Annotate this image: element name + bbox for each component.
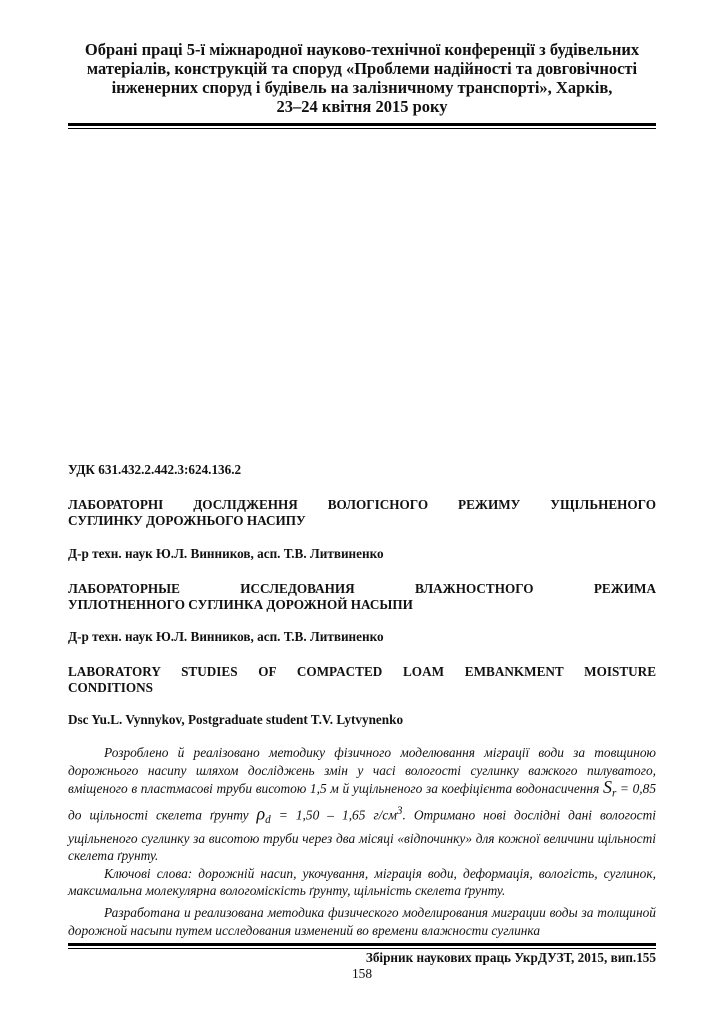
title-russian [68, 581, 656, 613]
footer-rule-thin [68, 948, 656, 949]
conference-header [68, 40, 656, 116]
journal-footer: Збірник наукових праць УкрДУЗТ, 2015, вип.155 [365, 950, 656, 965]
cubic-superscript: 3 [396, 805, 403, 818]
footer-rule-thick [68, 943, 656, 946]
header-line-1: Обрані праці 5-ї міжнародної науково-технічної конференції з будівельних [84, 40, 640, 59]
header-line-2: матеріалів, конструкцій та споруд «Проблеми надійності та довговічності [86, 59, 638, 78]
sr-subscript: r [611, 787, 617, 800]
title-english [68, 664, 656, 696]
title-en-line-2: CONDITIONS [68, 680, 154, 695]
page-number: 158 [351, 966, 373, 981]
equals-sign-1: = [616, 781, 633, 796]
abstract-ukrainian [68, 744, 656, 900]
abstract-ua-text-b: 0,85 до щільності скелета ґрунту [68, 781, 657, 823]
equals-sign-2: = [270, 807, 296, 823]
udk-code: УДК 631.432.2.442.3:624.136.2 [68, 462, 242, 477]
title-ukrainian [68, 497, 656, 529]
header-line-3: інженерних споруд і будівель на залізничному транспорті», Харків, [111, 78, 613, 97]
header-rule-thin [68, 128, 656, 129]
keywords-ukrainian: Ключові слова: дорожній насип, укочування, міграція води, деформація, вологість, суглинок, максимальна молекулярна вологоміскість ґрунту, щільність скелета ґрунту. [68, 865, 656, 899]
title-ru-line-2: УПЛОТНЕННОГО СУГЛИНКА ДОРОЖНОЙ НАСЫПИ [68, 597, 413, 612]
title-ua-line-2: СУГЛИНКУ ДОРОЖНЬОГО НАСИПУ [68, 513, 306, 528]
title-ua-line-1: ЛАБОРАТОРНІ ДОСЛІДЖЕННЯ ВОЛОГІСНОГО РЕЖИМУ УЩІЛЬНЕНОГО [68, 497, 656, 512]
rho-symbol: ρ [256, 803, 266, 824]
abstract-russian [68, 904, 656, 939]
authors-russian: Д-р техн. наук Ю.Л. Винников, асп. Т.В. Литвиненко [68, 629, 384, 644]
sr-symbol: S [602, 777, 612, 797]
title-en-line-1: LABORATORY STUDIES OF COMPACTED LOAM EMBANKMENT MOISTURE [68, 664, 656, 679]
abstract-ua-paragraph [68, 744, 656, 865]
authors-english: Dsc Yu.L. Vynnykov, Postgraduate student T.V. Lytvynenko [68, 712, 404, 727]
authors-ukrainian: Д-р техн. наук Ю.Л. Винников, асп. Т.В. Литвиненко [68, 546, 384, 561]
header-line-4: 23–24 квітня 2015 року [276, 97, 448, 116]
abstract-ua-text-a: Розроблено й реалізовано методику фізичного моделювання міграції води за товщиною дорожнього насипу шляхом досліджень змін у часі вологості суглинку важкого пилуватого, вміщеного в пластмасові труби висотою 1,5 м й ущільненого за коефіцієнта водонасичення [68, 745, 656, 796]
header-rule-thick [68, 123, 656, 126]
abstract-ua-text-d: . Отримано нові дослідні дані вологості ущільненого суглинку за висотою труби через два місяці «відпочинку» для кожної величини щільності скелета ґрунту. [68, 807, 656, 864]
abstract-ua-text-c: 1,50 – 1,65 г/см [295, 807, 397, 823]
title-ru-line-1: ЛАБОРАТОРНЫЕ ИССЛЕДОВАНИЯ ВЛАЖНОСТНОГО РЕЖИМА [68, 581, 656, 596]
rho-subscript: d [265, 814, 271, 827]
abstract-ru-paragraph: Разработана и реализована методика физического моделирования миграции воды за толщиной дорожной насыпи путем исследования изменений во времени влажности суглинка [68, 905, 656, 938]
